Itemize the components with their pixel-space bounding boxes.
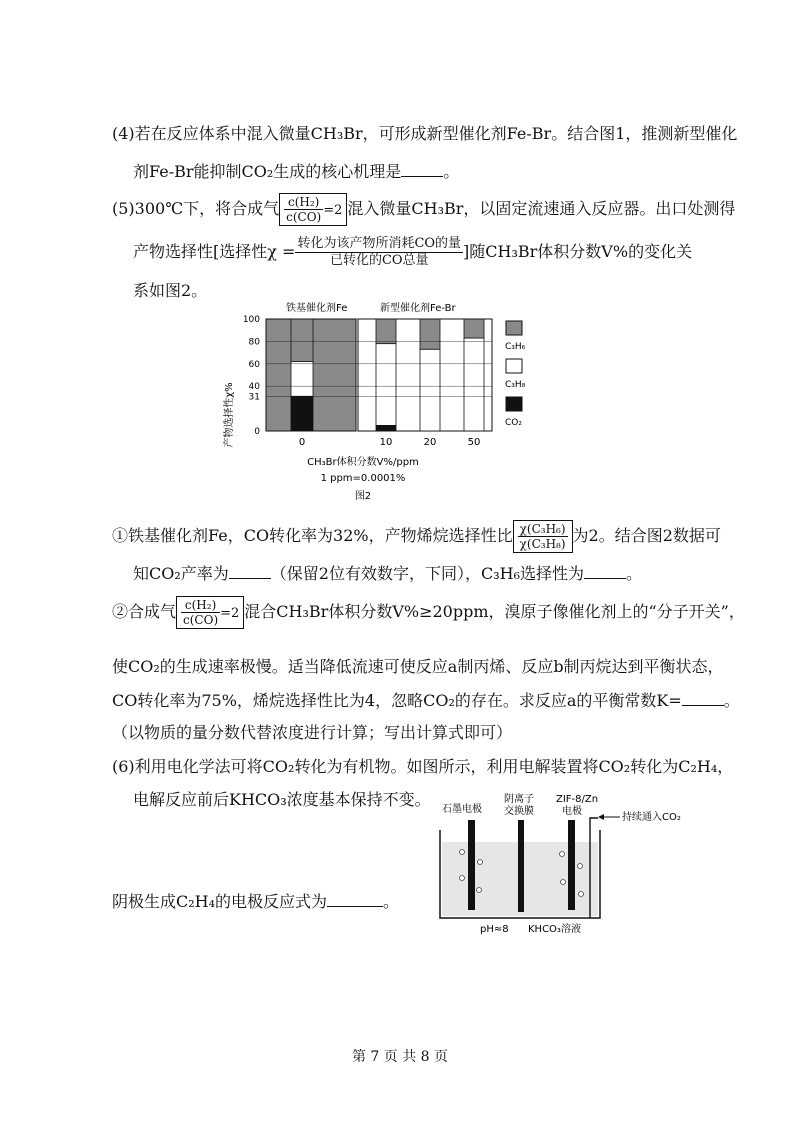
y-tick-label: 0 [254, 427, 260, 437]
q5-lead: (5)300℃下，将合成气 [112, 199, 280, 218]
q5-sel-den: 已转化的CO总量 [329, 253, 429, 268]
x-tick-label: 50 [467, 437, 481, 448]
q6-line2: 电解反应前后KHCO₃浓度基本保持不变。 [133, 790, 431, 809]
q4-line2-text: 剂Fe-Br能抑制CO₂生成的核心机理是 [133, 162, 402, 181]
label-khco3: KHCO₃溶液 [528, 924, 581, 935]
q5-line1 [112, 193, 735, 226]
electrolysis-diagram [432, 790, 712, 940]
legend-label: C₃H₈ [505, 380, 526, 390]
bar-segment-1-0 [291, 362, 313, 397]
sub2-ratio-num: c(H₂) [181, 598, 220, 613]
label-zif-1: ZIF-8/Zn [556, 794, 599, 805]
sub2-line2: 使CO₂的生成速率极慢。适当降低流速可使反应a制丙烯、反应b制丙烷达到平衡状态， [112, 657, 724, 676]
bar-segment-0-1 [376, 425, 396, 431]
bar-segment-2-3 [464, 319, 484, 338]
y-tick-label: 40 [248, 382, 260, 393]
graphite-electrode [468, 820, 475, 910]
sub2-end: 。 [723, 691, 740, 710]
chart-x-ticks [299, 437, 481, 448]
q5-sel-num: 转化为该产物所消耗CO的量 [297, 236, 462, 251]
q5-ratio-val: =2 [323, 203, 343, 218]
label-graphite-electrode: 石墨电极 [442, 804, 482, 815]
sub2-ratio-fraction [181, 598, 220, 627]
chart-group-label-fe: 铁基催化剂Fe [286, 303, 348, 314]
legend-swatch [506, 321, 522, 335]
q5-line3: 系如图2。 [133, 281, 208, 300]
sub2-post: 混合CH₃Br体积分数V%≥20ppm，溴原子像催化剂上的“分子开关”， [244, 602, 745, 621]
label-zif-2: 电极 [562, 806, 582, 817]
q5-ratio-num: c(H₂) [284, 195, 323, 210]
label-ph: pH≈8 [480, 924, 509, 935]
sub1-line1 [112, 520, 721, 553]
q5-ratio-bracket [279, 193, 347, 226]
bar-segment-1-3 [464, 338, 484, 431]
legend-swatch [506, 359, 522, 373]
sub1-frac-den: χ(C₃H₈) [519, 537, 566, 551]
anion-exchange-membrane [518, 820, 524, 912]
q5-line2 [133, 236, 692, 269]
q4-line2 [133, 160, 459, 183]
sub1-frac-num: χ(C₃H₆) [519, 522, 566, 536]
legend-label: C₃H₆ [505, 342, 526, 352]
sub1-line2 [133, 562, 642, 585]
q6-electrode-label: 阴极生成C₂H₄的电极反应式为 [112, 892, 328, 911]
y-tick-label: 60 [248, 359, 260, 370]
chart-ylabel: 产物选择性χ% [224, 382, 235, 448]
label-co2-inlet: 持续通入CO₂ [622, 812, 681, 823]
sub1-fraction [518, 522, 568, 551]
q4-line1: (4)若在反应体系中混入微量CH₃Br，可形成新型催化剂Fe-Br。结合图1，推测新型催化 [112, 124, 738, 143]
q6-end: 。 [383, 892, 400, 911]
co2-arrow-head [598, 814, 604, 820]
chart-xlabel: CH₃Br体积分数V%/ppm [307, 457, 419, 468]
sub2-pre: ②合成气 [112, 602, 177, 621]
sub2-ratio-den: c(CO) [183, 613, 219, 627]
q5-sel-post: ]随CH₃Br体积分数V%的变化关 [463, 242, 693, 261]
label-membrane-1: 阴离子 [504, 794, 534, 805]
chart-group-label-febr: 新型催化剂Fe-Br [380, 303, 456, 314]
page-footer: 第 7 页 共 8 页 [351, 1049, 449, 1065]
sub2-ratio-bracket [176, 596, 244, 629]
x-tick-label: 20 [423, 437, 437, 448]
sub1-pre: ①铁基催化剂Fe，CO转化率为32%，产物烯烷选择性比 [112, 526, 513, 545]
bar-segment-0-0 [291, 396, 313, 431]
q4-answer-blank[interactable] [401, 160, 443, 177]
label-membrane-2: 交换膜 [504, 806, 534, 817]
q6-line1: (6)利用电化学法可将CO₂转化为有机物。如图所示，利用电解装置将CO₂转化为C₂H₄， [112, 757, 734, 776]
sub1-co2-yield-label: 知CO₂产率为 [133, 564, 229, 583]
sub2-line1 [112, 596, 745, 629]
sub2-ratio-val: =2 [220, 606, 240, 621]
bar-segment-1-2 [420, 349, 440, 431]
q5-ratio-fraction [284, 195, 323, 224]
x-tick-label: 0 [298, 437, 306, 448]
bar-segment-2-1 [376, 319, 396, 344]
sub1-post: 为2。结合图2数据可 [572, 526, 721, 545]
bar-segment-2-2 [420, 319, 440, 349]
sub1-c3h6-blank[interactable] [584, 562, 626, 579]
sub2-k-blank[interactable] [682, 689, 724, 706]
sub2-line4: （以物质的量分数代替浓度进行计算；写出计算式即可） [112, 723, 513, 742]
bar-segment-1-1 [376, 344, 396, 426]
chart-bars [266, 319, 492, 431]
zif-electrode [568, 820, 575, 910]
y-tick-label: 100 [242, 315, 260, 325]
bar-segment-2-0 [291, 319, 313, 362]
sub1-c3h6-label: （保留2位有效数字，下同），C₃H₆选择性为 [270, 564, 584, 583]
q5-ratio-den: c(CO) [286, 210, 322, 224]
sub2-line3 [112, 689, 740, 712]
q5-sel-fraction [295, 236, 463, 269]
chart-legend [505, 321, 526, 428]
sub2-k-label: CO转化率为75%，烯烷选择性比为4，忽略CO₂的存在。求反应a的平衡常数K= [112, 691, 682, 710]
x-tick-label: 10 [379, 437, 393, 448]
chart-y-ticks [243, 315, 260, 437]
q6-electrode-blank[interactable] [327, 890, 383, 907]
chart-note: 1 ppm=0.0001% [320, 473, 406, 484]
sub1-end: 。 [626, 564, 643, 583]
legend-label: CO₂ [505, 418, 522, 428]
sub1-frac-bracket [513, 520, 573, 553]
figure-2-chart [218, 295, 538, 505]
chart-caption: 图2 [354, 491, 372, 502]
sub1-co2-yield-blank[interactable] [229, 562, 271, 579]
legend-swatch [506, 397, 522, 411]
q6-line3 [112, 890, 399, 913]
y-tick-label: 80 [248, 337, 260, 348]
y-tick-label: 31 [248, 392, 260, 403]
q5-after-ratio: 混入微量CH₃Br，以固定流速通入反应器。出口处测得 [347, 199, 736, 218]
q5-sel-pre: 产物选择性[选择性χ = [133, 242, 296, 261]
q4-line2-end: 。 [443, 162, 460, 181]
